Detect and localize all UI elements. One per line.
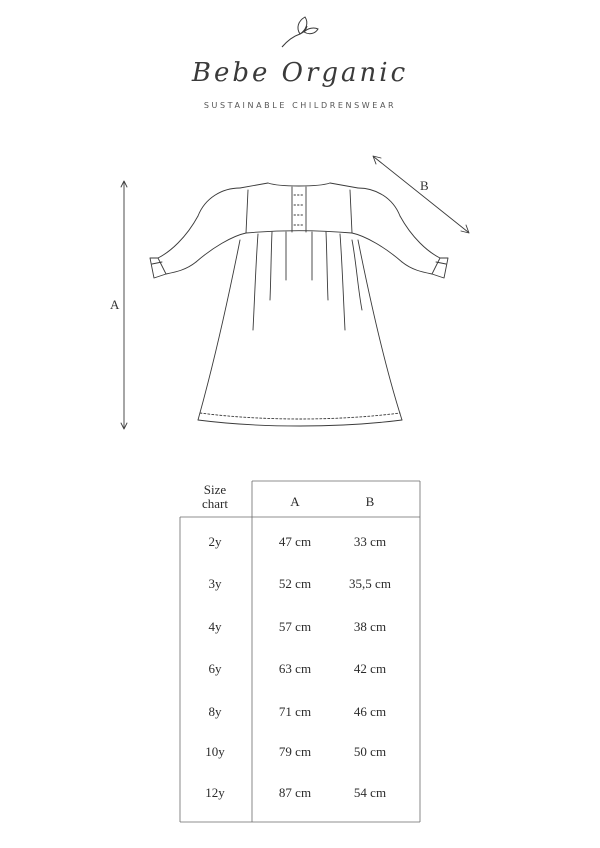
row-size: 4y — [208, 619, 222, 634]
row-value-b: 38 cm — [353, 619, 387, 634]
brand-tagline: SUSTAINABLE CHILDRENSWEAR — [203, 101, 397, 110]
row-size: 8y — [208, 704, 222, 719]
row-value-b: 35,5 cm — [349, 576, 391, 591]
row-value-b: 33 cm — [353, 534, 387, 549]
row-value-b: 50 cm — [353, 744, 387, 759]
row-value-b: 46 cm — [353, 704, 387, 719]
row-value-a: 71 cm — [278, 704, 312, 719]
column-header-b: B — [365, 494, 375, 509]
row-value-a: 63 cm — [278, 661, 312, 676]
row-size: 12y — [205, 785, 225, 800]
row-size: 3y — [208, 576, 222, 591]
row-value-a: 79 cm — [278, 744, 312, 759]
brand-name: Bebe Organic — [191, 58, 409, 88]
row-value-a: 57 cm — [278, 619, 312, 634]
dimension-b-label: B — [420, 178, 429, 193]
column-header-a: A — [290, 494, 300, 509]
dimension-a-label: A — [110, 297, 120, 312]
row-value-b: 54 cm — [353, 785, 387, 800]
row-value-a: 47 cm — [278, 534, 312, 549]
row-value-a: 52 cm — [278, 576, 312, 591]
row-size: 6y — [208, 661, 222, 676]
row-value-a: 87 cm — [278, 785, 312, 800]
row-size: 2y — [208, 534, 222, 549]
size-chart-corner-line2: chart — [202, 496, 228, 511]
size-chart-corner-line1: Size — [203, 482, 227, 497]
row-value-b: 42 cm — [353, 661, 387, 676]
row-size: 10y — [205, 744, 225, 759]
